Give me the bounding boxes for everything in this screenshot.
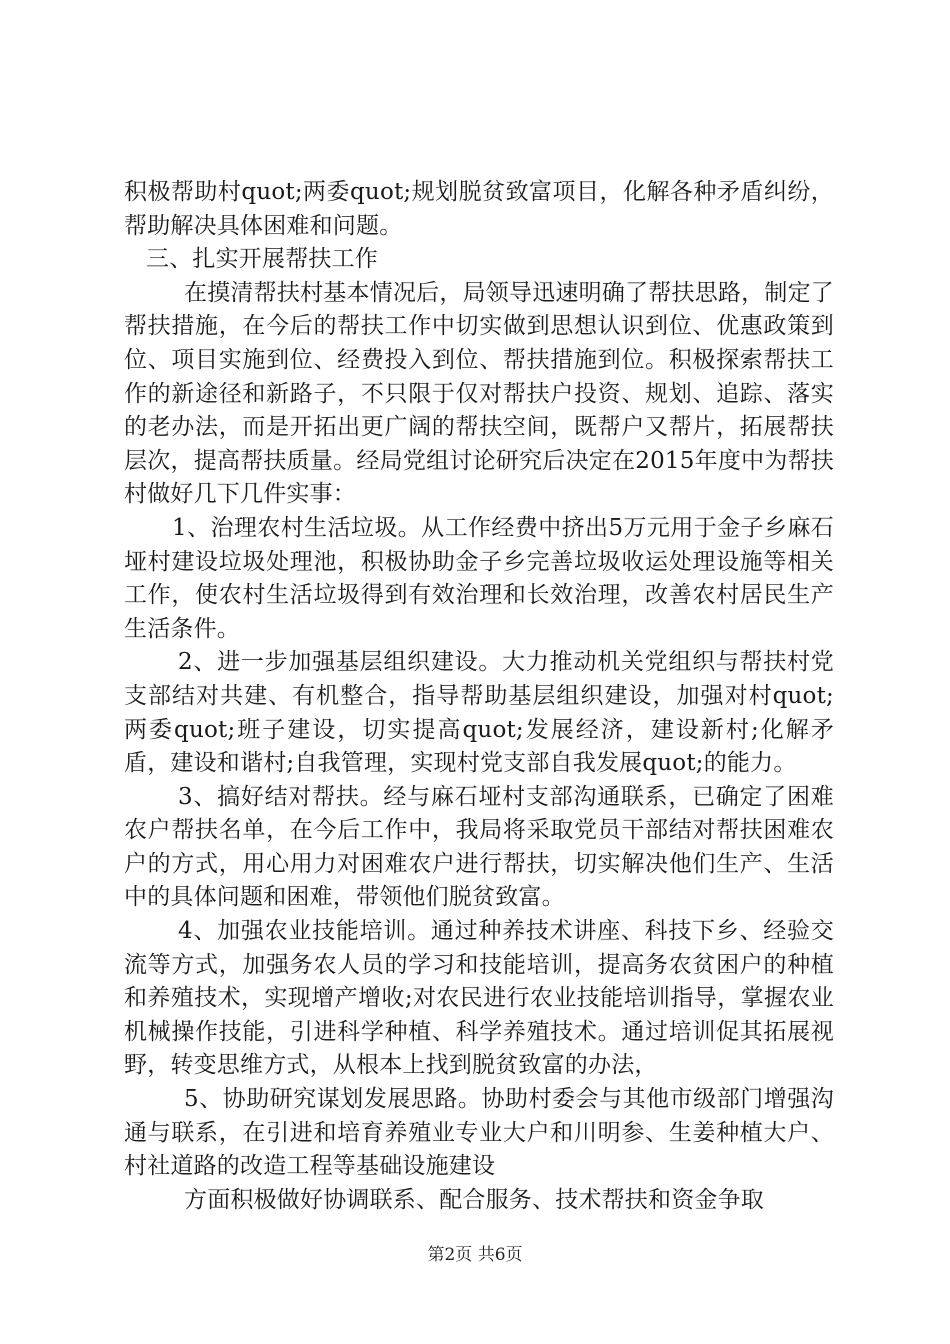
paragraph-item-3: 3、搞好结对帮扶。经与麻石垭村支部沟通联系，已确定了困难农户帮扶名单，在今后工作中，我局将采取党员干部结对帮扶困难农户的方式，用心用力对困难农户进行帮扶，切实解决他们生产、生活中的具体问题和困难，带领他们脱贫致富。 bbox=[124, 783, 834, 911]
page-number-footer: 第2页 共6页 bbox=[427, 1245, 523, 1265]
paragraph-item-4: 4、加强农业技能培训。通过种养技术讲座、科技下乡、经验交流等方式，加强务农人员的学习和技能培训，提高务农贫困户的种植和养殖技术，实现增产增收;对农民进行农业技能培训指导，掌握农业机械操作技能，引进科学种植、科学养殖技术。通过培训促其拓展视野，转变思维方式，从根本上找到脱贫致富的办法， bbox=[124, 918, 834, 1079]
paragraph-item-2: 2、进一步加强基层组织建设。大力推动机关党组织与帮扶村党支部结对共建、有机整合，指导帮助基层组织建设，加强对村quot;两委quot;班子建设，切实提高quot;发展经济，建设新村;化解矛盾，建设和谐村;自我管理，实现村党支部自我发展quot;的能力。 bbox=[124, 649, 834, 777]
paragraph-continuation: 积极帮助村quot;两委quot;规划脱贫致富项目，化解各种矛盾纠纷，帮助解决具体困难和问题。 bbox=[124, 179, 834, 239]
paragraph-continuation-end: 方面积极做好协调联系、配合服务、技术帮扶和资金争取 bbox=[184, 1186, 764, 1213]
paragraph-item-1: 1、治理农村生活垃圾。从工作经费中挤出5万元用于金子乡麻石垭村建设垃圾处理池，积极协助金子乡完善垃圾收运处理设施等相关工作，使农村生活垃圾得到有效治理和长效治理，改善农村居民生产生活条件。 bbox=[124, 514, 834, 642]
document-body bbox=[124, 176, 834, 1217]
paragraph-overview: 在摸清帮扶村基本情况后，局领导迅速明确了帮扶思路，制定了帮扶措施，在今后的帮扶工作中切实做到思想认识到位、优惠政策到位、项目实施到位、经费投入到位、帮扶措施到位。积极探索帮扶工作的新途径和新路子，不只限于仅对帮扶户投资、规划、追踪、落实的老办法，而是开拓出更广阔的帮扶空间，既帮户又帮片，拓展帮扶层次，提高帮扶质量。经局党组讨论研究后决定在2015年度中为帮扶村做好几下几件实事： bbox=[124, 279, 834, 508]
section-heading: 三、扎实开展帮扶工作 bbox=[146, 246, 378, 273]
paragraph-item-5: 5、协助研究谋划发展思路。协助村委会与其他市级部门增强沟通与联系，在引进和培育养殖业专业大户和川明参、生姜种植大户、村社道路的改造工程等基础设施建设 bbox=[124, 1086, 834, 1180]
